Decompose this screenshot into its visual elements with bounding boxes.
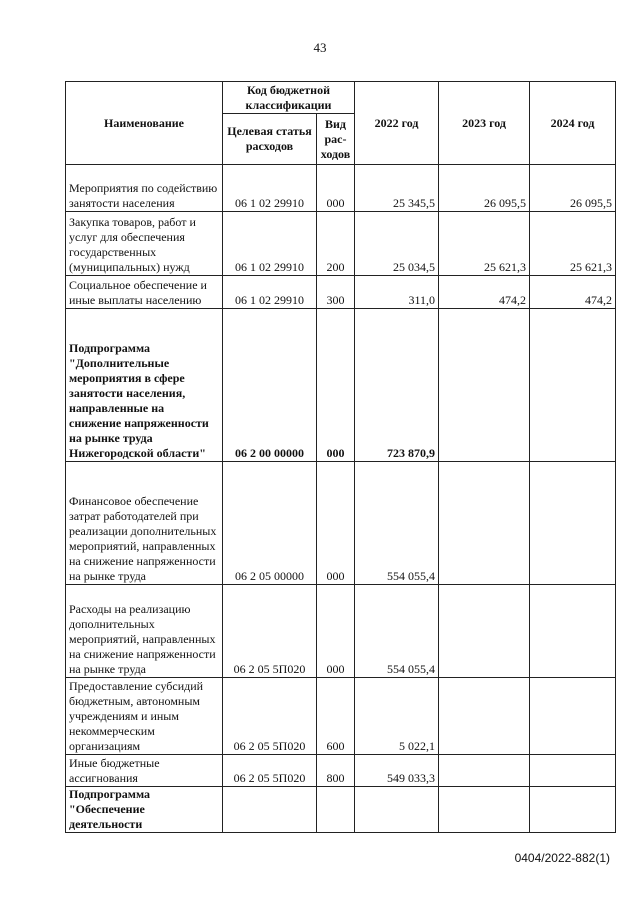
row-2024	[530, 678, 616, 755]
row-type: 000	[317, 462, 355, 585]
row-2022: 311,0	[355, 276, 439, 309]
row-2022	[355, 787, 439, 833]
row-2024	[530, 462, 616, 585]
table-row	[66, 678, 616, 755]
row-name: Иные бюджетные ассигнования	[66, 755, 223, 787]
row-type: 300	[317, 276, 355, 309]
document-code: 0404/2022-882(1)	[514, 851, 610, 865]
row-2023	[439, 585, 530, 678]
row-target: 06 1 02 29910	[223, 212, 317, 276]
row-target: 06 2 05 5П020	[223, 678, 317, 755]
table-row	[66, 165, 616, 212]
table-row	[66, 755, 616, 787]
row-type	[317, 787, 355, 833]
budget-table	[65, 81, 616, 833]
row-2024	[530, 585, 616, 678]
row-2022: 554 055,4	[355, 462, 439, 585]
header-2022: 2022 год	[355, 82, 439, 165]
row-target: 06 2 05 5П020	[223, 755, 317, 787]
row-target: 06 2 05 5П020	[223, 585, 317, 678]
row-2023: 25 621,3	[439, 212, 530, 276]
row-2023	[439, 755, 530, 787]
row-name: Мероприятия по содействию занятости населения	[66, 165, 223, 212]
row-2022: 25 345,5	[355, 165, 439, 212]
table-row	[66, 787, 616, 833]
row-name: Предоставление субсидий бюджетным, автономным учреждениям и иным некоммерческим организациям	[66, 678, 223, 755]
row-name: Расходы на реализацию дополнительных мероприятий, направленных на снижение напряженности на рынке труда	[66, 585, 223, 678]
row-2023: 26 095,5	[439, 165, 530, 212]
row-2022: 554 055,4	[355, 585, 439, 678]
row-target	[223, 787, 317, 833]
row-2022: 549 033,3	[355, 755, 439, 787]
header-2024: 2024 год	[530, 82, 616, 165]
row-2024: 26 095,5	[530, 165, 616, 212]
page-number: 43	[313, 40, 327, 55]
row-2023	[439, 309, 530, 462]
header-2023: 2023 год	[439, 82, 530, 165]
row-2023	[439, 462, 530, 585]
row-type: 000	[317, 585, 355, 678]
row-name: Финансовое обеспечение затрат работодателей при реализации дополнительных мероприятий, направленных на снижение напряженности на рынке труда	[66, 462, 223, 585]
header-target-article: Целевая статья расходов	[223, 114, 317, 165]
row-2022: 5 022,1	[355, 678, 439, 755]
row-target: 06 1 02 29910	[223, 276, 317, 309]
row-type: 800	[317, 755, 355, 787]
row-target: 06 2 00 00000	[223, 309, 317, 462]
row-name: Социальное обеспечение и иные выплаты населению	[66, 276, 223, 309]
row-2024: 25 621,3	[530, 212, 616, 276]
row-2024: 474,2	[530, 276, 616, 309]
header-name: Наименование	[66, 82, 223, 165]
header-expense-type: Вид рас-ходов	[317, 114, 355, 165]
row-type: 000	[317, 309, 355, 462]
table-row	[66, 309, 616, 462]
row-2022: 723 870,9	[355, 309, 439, 462]
row-target: 06 2 05 00000	[223, 462, 317, 585]
row-2023: 474,2	[439, 276, 530, 309]
table-row	[66, 462, 616, 585]
row-2024	[530, 787, 616, 833]
row-name: Закупка товаров, работ и услуг для обеспечения государственных (муниципальных) нужд	[66, 212, 223, 276]
row-2024	[530, 309, 616, 462]
row-name: Подпрограмма "Обеспечение деятельности	[66, 787, 223, 833]
table-row	[66, 276, 616, 309]
table-row	[66, 212, 616, 276]
row-2023	[439, 787, 530, 833]
table-row	[66, 585, 616, 678]
row-type: 000	[317, 165, 355, 212]
row-type: 200	[317, 212, 355, 276]
row-name: Подпрограмма "Дополнительные мероприятия в сфере занятости населения, направленные на снижение напряженности на рынке труда Нижегородской области"	[66, 309, 223, 462]
row-type: 600	[317, 678, 355, 755]
row-2023	[439, 678, 530, 755]
row-2024	[530, 755, 616, 787]
row-2022: 25 034,5	[355, 212, 439, 276]
header-classification: Код бюджетной классификации	[223, 82, 355, 114]
row-target: 06 1 02 29910	[223, 165, 317, 212]
